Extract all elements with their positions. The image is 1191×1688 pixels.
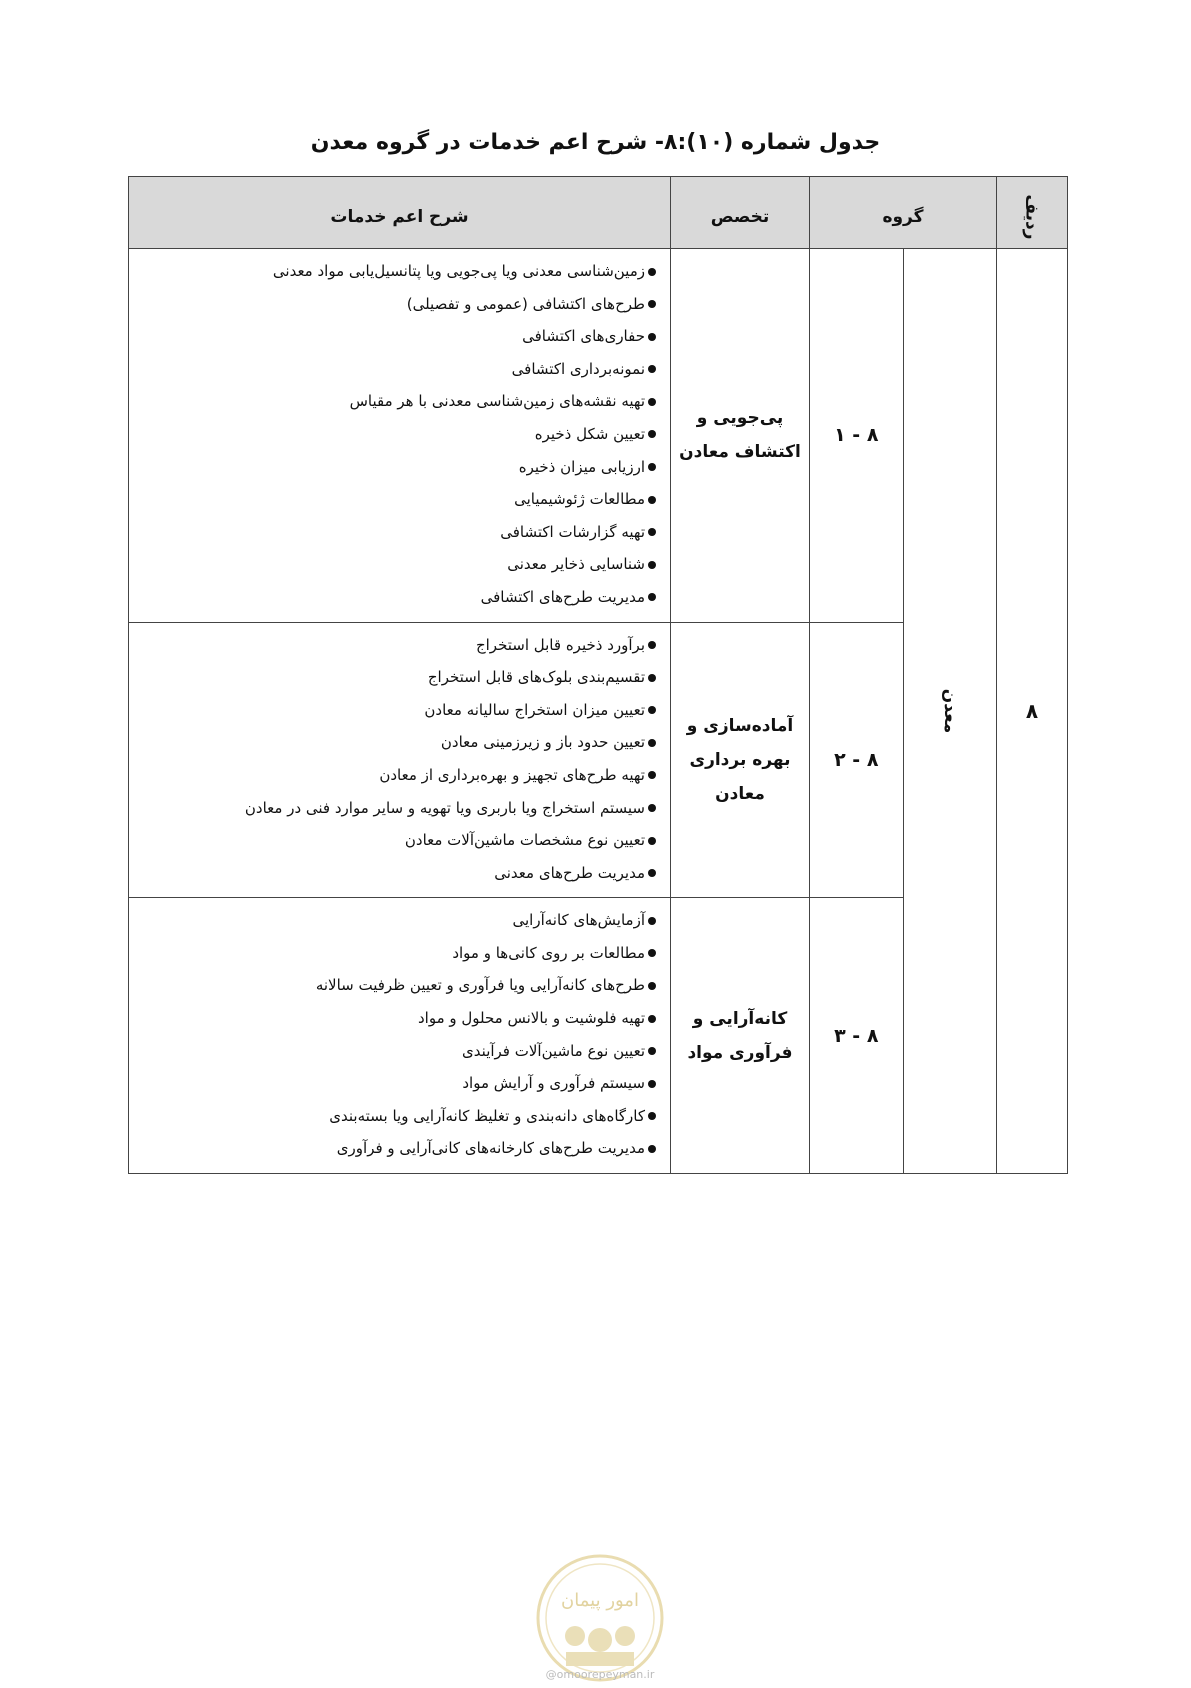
specialty-cell xyxy=(671,622,810,898)
subgroup-code-cell: ۸ - ۲ xyxy=(810,622,904,898)
watermark-url: @omoorepeyman.ir xyxy=(545,1668,655,1681)
row-number-cell: ۸ xyxy=(997,249,1068,1174)
bullet-icon xyxy=(648,804,656,812)
bullet-icon xyxy=(648,333,656,341)
table-body xyxy=(129,249,1068,1174)
table-header-row xyxy=(129,177,1068,249)
service-text: تعیین نوع ماشین‌آلات فرآیندی xyxy=(462,1041,645,1060)
subgroup-code-cell: ۸ - ۱ xyxy=(810,249,904,623)
service-item xyxy=(139,792,656,825)
service-text: شناسایی ذخایر معدنی xyxy=(507,555,645,574)
subgroup-code-cell: ۸ - ۳ xyxy=(810,898,904,1174)
specialty-line: بهره برداری xyxy=(689,749,791,770)
services-cell xyxy=(129,622,671,898)
service-item xyxy=(139,904,656,937)
bullet-icon xyxy=(648,398,656,406)
service-item xyxy=(139,726,656,759)
service-text: تهیه طرح‌های تجهیز و بهره‌برداری از معادن xyxy=(379,765,645,784)
service-item xyxy=(139,969,656,1002)
bullet-icon xyxy=(648,430,656,438)
services-cell xyxy=(129,898,671,1174)
bullet-icon xyxy=(648,561,656,569)
service-text: مطالعات ژئوشیمیایی xyxy=(514,490,645,509)
specialty-line: فرآوری مواد xyxy=(687,1042,793,1063)
service-text: تعیین میزان استخراج سالیانه معادن xyxy=(424,700,645,719)
service-item xyxy=(139,629,656,662)
service-text: تهیه گزارشات اکتشافی xyxy=(500,522,645,541)
service-text: سیستم استخراج ویا باربری ویا تهویه و سایر موارد فنی در معادن xyxy=(244,798,645,817)
watermark-stamp-icon xyxy=(530,1548,670,1688)
service-text: تعیین نوع مشخصات ماشین‌آلات معادن xyxy=(404,831,645,850)
bullet-icon xyxy=(648,1047,656,1055)
services-cell xyxy=(129,249,671,623)
bullet-icon xyxy=(648,268,656,276)
service-text: مدیریت طرح‌های کارخانه‌های کانی‌آرایی و فرآوری xyxy=(336,1139,645,1158)
service-item xyxy=(139,694,656,727)
service-item xyxy=(139,483,656,516)
bullet-icon xyxy=(648,1015,656,1023)
service-item xyxy=(139,857,656,890)
service-text: طرح‌های کانه‌آرایی ویا فرآوری و تعیین ظرفیت سالانه xyxy=(315,976,645,995)
watermark-logo-text: امور پیمان xyxy=(561,1590,639,1611)
service-text: مطالعات بر روی کانی‌ها و مواد xyxy=(452,943,645,962)
specialty-line: پی‌جویی و xyxy=(696,408,784,429)
specialty-line: معادن xyxy=(715,783,765,804)
service-item xyxy=(139,937,656,970)
service-text: مدیریت طرح‌های اکتشافی xyxy=(480,587,645,606)
service-item xyxy=(139,516,656,549)
bullet-icon xyxy=(648,917,656,925)
table-row xyxy=(129,249,1068,623)
service-text: تهیه فلوشیت و بالانس محلول و مواد xyxy=(417,1009,645,1028)
service-text: حفاری‌های اکتشافی xyxy=(522,327,645,346)
bullet-icon xyxy=(648,1145,656,1153)
service-text: تعیین شکل ذخیره xyxy=(534,424,645,443)
header-description: شرح اعم خدمات xyxy=(129,177,671,249)
bullet-icon xyxy=(648,1112,656,1120)
bullet-icon xyxy=(648,463,656,471)
service-text: زمین‌شناسی معدنی ویا پی‌جویی ویا پتانسیل‌یابی مواد معدنی xyxy=(272,262,645,280)
services-table xyxy=(128,176,1068,1174)
group-name-cell xyxy=(903,249,997,1174)
service-text: مدیریت طرح‌های معدنی xyxy=(494,863,645,882)
service-item xyxy=(139,759,656,792)
specialty-line: اکتشاف معادن xyxy=(679,442,801,463)
service-item xyxy=(139,451,656,484)
specialty-cell xyxy=(671,249,810,623)
service-item xyxy=(139,661,656,694)
bullet-icon xyxy=(648,771,656,779)
services-list xyxy=(139,255,656,614)
service-item xyxy=(139,581,656,614)
bullet-icon xyxy=(648,365,656,373)
header-row-label: ردیف xyxy=(1021,194,1042,240)
group-name-label: معدن xyxy=(939,688,960,734)
service-text: برآورد ذخیره قابل استخراج xyxy=(475,635,645,654)
bullet-icon xyxy=(648,869,656,877)
service-item xyxy=(139,353,656,386)
service-item xyxy=(139,418,656,451)
table-title: جدول شماره (۱۰):۸- شرح اعم خدمات در گروه معدن xyxy=(310,130,881,155)
specialty-line: آماده‌سازی و xyxy=(686,715,794,736)
bullet-icon xyxy=(648,641,656,649)
service-text: طرح‌های اکتشافی (عمومی و تفصیلی) xyxy=(406,294,645,313)
service-text: تهیه نقشه‌های زمین‌شناسی معدنی با هر مقیاس xyxy=(349,392,645,411)
bullet-icon xyxy=(648,593,656,601)
service-text: کارگاه‌های دانه‌بندی و تغلیظ کانه‌آرایی ویا بسته‌بندی xyxy=(329,1106,645,1125)
service-item xyxy=(139,1100,656,1133)
bullet-icon xyxy=(648,837,656,845)
service-item xyxy=(139,824,656,857)
service-text: تعیین حدود باز و زیرزمینی معادن xyxy=(440,733,645,752)
service-text: آزمایش‌های کانه‌آرایی xyxy=(512,911,645,930)
header-row-number xyxy=(997,177,1068,249)
service-item xyxy=(139,1132,656,1165)
specialty-line: کانه‌آرایی و xyxy=(692,1008,788,1029)
header-specialty: تخصص xyxy=(671,177,810,249)
bullet-icon xyxy=(648,1080,656,1088)
bullet-icon xyxy=(648,949,656,957)
services-list xyxy=(139,629,656,890)
service-item xyxy=(139,385,656,418)
service-item xyxy=(139,255,656,288)
bullet-icon xyxy=(648,496,656,504)
service-item xyxy=(139,548,656,581)
bullet-icon xyxy=(648,300,656,308)
services-list xyxy=(139,904,656,1165)
specialty-cell xyxy=(671,898,810,1174)
bullet-icon xyxy=(648,528,656,536)
service-text: سیستم فرآوری و آرایش مواد xyxy=(462,1074,645,1093)
bullet-icon xyxy=(648,674,656,682)
service-item xyxy=(139,1067,656,1100)
service-item xyxy=(139,1035,656,1068)
service-item xyxy=(139,288,656,321)
bullet-icon xyxy=(648,739,656,747)
header-group: گروه xyxy=(810,177,997,249)
service-text: نمونه‌برداری اکتشافی xyxy=(511,359,645,378)
service-item xyxy=(139,1002,656,1035)
bullet-icon xyxy=(648,706,656,714)
service-text: ارزیابی میزان ذخیره xyxy=(518,457,645,476)
bullet-icon xyxy=(648,982,656,990)
service-item xyxy=(139,320,656,353)
service-text: تقسیم‌بندی بلوک‌های قابل استخراج xyxy=(427,668,645,687)
